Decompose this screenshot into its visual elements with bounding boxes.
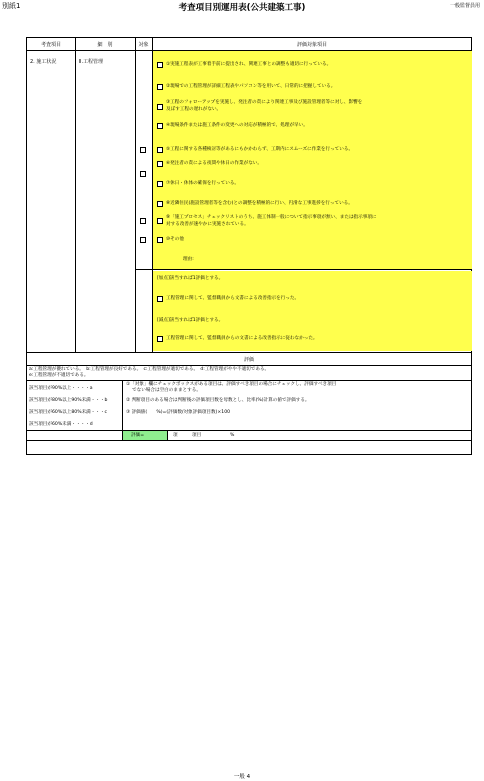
target-checkbox-6[interactable] — [140, 171, 146, 177]
evaluation-heading: 評価 — [243, 357, 254, 363]
grades-line1: a:工程管理が優れている。 b:工程管理が良好である。 c:工程管理が適切である。 d:工程管理がやや不適切である。 — [29, 367, 270, 372]
criterion-b: 該当項目が80%以上90%未満・・・b — [29, 398, 108, 403]
item-4: ④現場条件または施工条件の変更への対応が積極的で、処理が早い。 — [166, 123, 308, 128]
grades-line2: e:工程管理が不適切である。 — [29, 373, 89, 378]
target-checkbox-10[interactable] — [140, 237, 146, 243]
page-number: 一般 4 — [233, 774, 251, 780]
item-checkbox-5[interactable] — [157, 147, 163, 153]
result-label: 評価= — [131, 433, 145, 438]
result-eval-unit: 項 — [173, 433, 178, 438]
item-checkbox-8[interactable] — [157, 201, 163, 207]
item-10: ⑩その他 — [166, 237, 184, 242]
item-checkbox-10[interactable] — [157, 237, 163, 243]
item-checkbox-3[interactable] — [157, 104, 163, 110]
col-header-target: 対象 — [138, 42, 149, 48]
page-title: 考査項目別運用表(公共建築工事) — [178, 3, 306, 13]
category-label: 2. 施工状況 — [30, 59, 57, 65]
item-7: ⑦休日・休体の確保を行っている。 — [166, 181, 240, 186]
target-checkbox-9[interactable] — [140, 218, 146, 224]
item-2: ②現場での工程管理が詳細工程表やパソコン等を用いて、日常的に把握している。 — [166, 84, 336, 89]
item-checkbox-4[interactable] — [157, 123, 163, 129]
criterion-a: 該当項目が90%以上・・・・a — [29, 386, 93, 391]
note-1-line2: でない場合は空白のままとする。 — [132, 388, 201, 393]
note-1-line1: ①「対象」欄にチェックボックスがある項目は、評価すべき項目の場合にチェックし、評価すべき項目 — [126, 382, 337, 387]
item-checkbox-9[interactable] — [157, 218, 163, 224]
item-9-line1: ⑨「施工プロセス」チェックリストのうち、施工体制一般について指示事項が無い、または指示事項に — [166, 215, 377, 220]
item-3-line2: 及ぼす工程の遅れがない。 — [166, 107, 222, 112]
result-count-label: 項目 — [192, 433, 202, 438]
target-checkbox-5[interactable] — [140, 147, 146, 153]
result-percent-label: % — [230, 433, 235, 438]
note-3: ③ 評価値( %)=(評価数/対象評価項目数)×100 — [126, 410, 231, 415]
add-points-checkbox[interactable] — [157, 296, 163, 302]
item-1: ①実施工程表が工事着手前に提出され、関連工事との調整も適切に行っている。 — [166, 62, 332, 67]
result-highlight — [122, 431, 167, 440]
item-6: ⑥発注者の責による夜間や休日の作業がない。 — [166, 161, 262, 166]
add-points-item: 工程管理に関して、監督職員から文書による改善指示を行った。 — [166, 296, 300, 301]
col-header-items: 評価対象項目 — [296, 42, 327, 48]
evaluation-table — [26, 37, 472, 455]
item-5: ⑤工程に関する各種検討等があるにもかかわらず、工期内にスムーズに作業を行っている。 — [166, 147, 354, 152]
item-checkbox-2[interactable] — [157, 84, 163, 90]
reason-label: 理由: — [183, 257, 194, 262]
annex-label: 別紙1 — [2, 2, 21, 10]
col-header-subcategory: 細 別 — [97, 42, 113, 48]
col-header-category: 考査項目 — [40, 42, 61, 48]
criterion-c: 該当項目が60%以上80%未満・・・c — [29, 410, 108, 415]
note-2: ② 判断項目のある場合は判断後の評価項目数を母数とし、比率(%)計算の値で評価する。 — [126, 398, 310, 403]
sub-points-checkbox[interactable] — [157, 336, 163, 342]
item-checkbox-1[interactable] — [157, 62, 163, 68]
subcategory-label: Ⅱ.工程管理 — [79, 59, 104, 65]
audience-label: 一般監督員用 — [449, 3, 480, 9]
item-checkbox-7[interactable] — [157, 181, 163, 187]
sub-points-item: 工程管理に関して、監督職員からの文書による改善指示に従わなかった。 — [166, 336, 318, 341]
item-3-line1: ③工程のフォローアップを実施し、発注者の責により関連工事及び施設管理者等に対し、影響を — [166, 100, 363, 105]
add-points-heading: [加点]該当すれば1評価とする。 — [157, 276, 224, 281]
item-9-line2: 対する改善が速やかに実施されている。 — [166, 222, 249, 227]
criterion-d: 該当項目が60%未満・・・・d — [29, 422, 93, 427]
item-checkbox-6[interactable] — [157, 161, 163, 167]
item-8: ⑧近隣住民(施設管理者等を含む)との調整を積極的に行い、円滑な工事進捗を行っている。 — [166, 201, 353, 206]
sub-points-heading: [減点]該当すれば1評価とする。 — [157, 318, 224, 323]
